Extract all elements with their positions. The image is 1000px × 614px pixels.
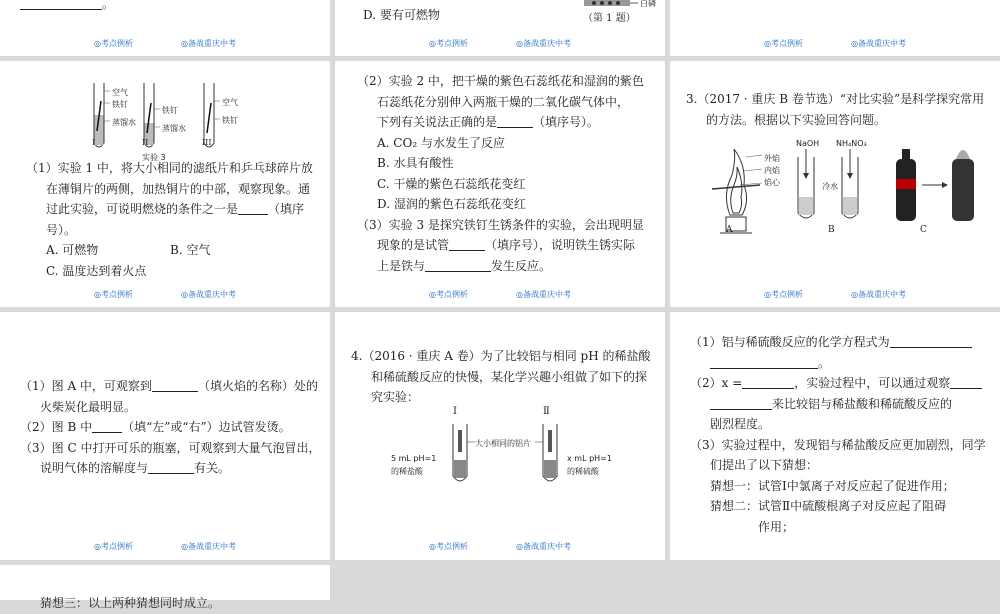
answer-blank[interactable] bbox=[497, 114, 533, 128]
tube-label-2: II bbox=[142, 138, 149, 147]
naoh-label: NaOH bbox=[796, 139, 820, 148]
question-2-line-1-end: ，实验过程中，可以通过观察 bbox=[794, 376, 951, 390]
question-3-line-2-end: （填序号），说明铁生锈实际 bbox=[485, 238, 636, 252]
footer-link-analysis[interactable]: ◎考点例析 bbox=[429, 542, 468, 551]
aluminum-experiment-figure bbox=[445, 420, 565, 490]
option-d: D. 要有可燃物 bbox=[363, 8, 440, 22]
label-nail-2: 铁钉 bbox=[162, 106, 178, 115]
slide-footer bbox=[0, 289, 330, 300]
option-c: C. 干燥的紫色石蕊纸花变红 bbox=[377, 176, 526, 191]
hypothesis-3: 猜想三：以上两种猜想同时成立。 bbox=[40, 596, 221, 610]
answer-blank[interactable] bbox=[238, 201, 268, 215]
footer-link-exam[interactable]: ◎备战重庆中考 bbox=[181, 39, 236, 48]
question-2-line-1: （2）x = bbox=[690, 376, 743, 390]
slide-footer bbox=[670, 289, 1000, 300]
question-1-line-4: 号）。 bbox=[46, 222, 77, 237]
slide-1[interactable] bbox=[0, 0, 330, 56]
question-3-line-3-end: 发生反应。 bbox=[491, 258, 552, 273]
option-d: D. 湿润的紫色石蕊纸花变红 bbox=[377, 197, 526, 211]
question-2-line-3: 剧烈程度。 bbox=[710, 417, 771, 431]
slide-10[interactable] bbox=[0, 565, 330, 610]
slide-9[interactable] bbox=[670, 312, 1000, 560]
question-4-stem-line-2: 和稀硫酸反应的快慢，某化学兴趣小组做了如下的探 bbox=[371, 369, 648, 384]
tube-label-1: I bbox=[92, 138, 96, 147]
answer-blank[interactable] bbox=[710, 355, 818, 369]
question-1-line-2: 火柴炭化最明显。 bbox=[40, 399, 137, 414]
slide-footer bbox=[0, 541, 330, 552]
question-1-line-1: （1）实验 1 中，将大小相同的滤纸片和乒乓球碎片放 bbox=[26, 161, 313, 175]
left-volume-label: 5 mL pH=1 bbox=[391, 454, 437, 463]
slide-1-text: 。 bbox=[102, 0, 115, 11]
right-acid-label: 的稀硫酸 bbox=[567, 467, 599, 476]
flame-label-inner: 内焰 bbox=[764, 166, 780, 175]
question-3-line-3: 上是铁与 bbox=[377, 258, 426, 273]
slide-8[interactable] bbox=[335, 312, 665, 560]
footer-link-exam[interactable]: ◎备战重庆中考 bbox=[516, 542, 571, 551]
footer-link-exam[interactable]: ◎备战重庆中考 bbox=[181, 290, 236, 299]
answer-blank[interactable] bbox=[92, 419, 122, 433]
footer-link-exam[interactable]: ◎备战重庆中考 bbox=[851, 290, 906, 299]
slide-footer bbox=[335, 38, 665, 49]
question-1-line-3: 过此实验，可说明燃烧的条件之一是 bbox=[46, 202, 239, 216]
nh4no3-label: NH₄NO₃ bbox=[836, 139, 867, 148]
question-3-line-2: 现象的是试管 bbox=[377, 238, 450, 252]
option-a: A. 可燃物 bbox=[46, 243, 99, 257]
slide-5[interactable] bbox=[335, 61, 665, 307]
right-volume-label: x mL pH=1 bbox=[567, 454, 612, 463]
question-3-line-2: 说明气体的溶解度与 bbox=[40, 461, 149, 475]
tube-label-1: Ⅰ bbox=[453, 406, 457, 417]
slide-7[interactable] bbox=[0, 312, 330, 560]
question-3-line-1: （3）图 C 中打开可乐的瓶塞，可观察到大量气泡冒出， bbox=[20, 440, 321, 455]
question-2-line-2: 石蕊纸花分别伸入两瓶干燥的二氧化碳气体中， bbox=[377, 94, 630, 109]
footer-link-analysis[interactable]: ◎考点例析 bbox=[764, 290, 803, 299]
slide-footer bbox=[335, 541, 665, 552]
question-1-line-1: （1）图 A 中，可观察到 bbox=[20, 379, 152, 393]
hypothesis-1: 猜想一：试管Ⅰ中氯离子对反应起了促进作用； bbox=[710, 478, 955, 493]
footer-link-analysis[interactable]: ◎考点例析 bbox=[429, 290, 468, 299]
question-3-line-1: （3）实验 3 是探究铁钉生锈条件的实验，会出现明显 bbox=[357, 217, 644, 232]
left-acid-label: 的稀盐酸 bbox=[391, 467, 423, 476]
figure-label-b: B bbox=[828, 225, 835, 235]
label-nail-3: 铁钉 bbox=[222, 116, 238, 125]
figure-label-c: C bbox=[920, 225, 927, 235]
experiment-figures bbox=[706, 145, 996, 245]
footer-link-analysis[interactable]: ◎考点例析 bbox=[764, 39, 803, 48]
answer-blank[interactable] bbox=[742, 375, 794, 389]
option-c: C. 温度达到着火点 bbox=[46, 263, 147, 278]
question-2-line-1: （2）实验 2 中，把干燥的紫色石蕊纸花和湿润的紫色 bbox=[357, 74, 644, 88]
footer-link-exam[interactable]: ◎备战重庆中考 bbox=[181, 542, 236, 551]
figure-label-a: A bbox=[726, 225, 733, 235]
label-air-3: 空气 bbox=[222, 98, 238, 107]
answer-blank[interactable] bbox=[449, 237, 485, 251]
option-a: A. CO₂ 与水发生了反应 bbox=[377, 135, 505, 150]
tube-label-2: Ⅱ bbox=[543, 406, 550, 417]
question-3-stem-line-2: 的方法。根据以下实验回答问题。 bbox=[706, 112, 887, 127]
question-2-line-1-end: （填“左”或“右”）边试管发烫。 bbox=[122, 420, 291, 434]
slide-3[interactable] bbox=[670, 0, 1000, 56]
answer-blank[interactable] bbox=[950, 375, 982, 389]
question-1-line-3-end: （填序 bbox=[268, 202, 305, 216]
slide-footer bbox=[335, 289, 665, 300]
footer-link-exam[interactable]: ◎备战重庆中考 bbox=[851, 39, 906, 48]
question-1-line-1: （1）铝与稀硫酸反应的化学方程式为 bbox=[690, 335, 890, 349]
question-4-stem-line-1: 4.（2016 · 重庆 A 卷）为了比较铝与相同 pH 的稀盐酸 bbox=[351, 349, 651, 363]
figure-caption: 实验 3 bbox=[142, 153, 166, 162]
footer-link-analysis[interactable]: ◎考点例析 bbox=[94, 290, 133, 299]
hypothesis-2-end: 作用； bbox=[758, 519, 795, 534]
slide-footer bbox=[0, 38, 330, 49]
hypothesis-2: 猜想二：试管Ⅱ中硫酸根离子对反应起了阻碍 bbox=[710, 499, 947, 513]
option-b: B. 水具有酸性 bbox=[377, 156, 454, 170]
aluminum-sheet-label: 大小相同的铝片 bbox=[475, 439, 531, 448]
question-2-line-1: （2）图 B 中 bbox=[20, 420, 93, 434]
answer-blank[interactable] bbox=[148, 460, 194, 474]
answer-blank[interactable] bbox=[710, 396, 772, 410]
question-3-stem-line-1: 3.（2017 · 重庆 B 卷节选）“对比实验”是科学探究常用 bbox=[686, 92, 985, 106]
option-b: B. 空气 bbox=[170, 243, 211, 257]
figure-caption: （第 1 题） bbox=[583, 13, 636, 24]
slide-2[interactable] bbox=[335, 0, 665, 56]
label-water-1: 蒸馏水 bbox=[112, 118, 136, 127]
footer-link-analysis[interactable]: ◎考点例析 bbox=[94, 542, 133, 551]
cold-water-label: 冷水 bbox=[822, 182, 838, 191]
slide-6[interactable] bbox=[670, 61, 1000, 307]
answer-blank[interactable] bbox=[425, 258, 491, 272]
label-water-2: 蒸馏水 bbox=[162, 124, 186, 133]
question-3-line-2: 们提出了以下猜想： bbox=[710, 458, 819, 472]
slide-4[interactable] bbox=[0, 61, 330, 307]
question-1-line-2: 。 bbox=[818, 355, 831, 370]
footer-link-exam[interactable]: ◎备战重庆中考 bbox=[516, 39, 571, 48]
label-air-1: 空气 bbox=[112, 88, 128, 97]
question-2-line-2-end: 来比较铝与稀盐酸和稀硫酸反应的 bbox=[772, 396, 953, 411]
footer-link-analysis[interactable]: ◎考点例析 bbox=[429, 39, 468, 48]
question-3-line-1: （3）实验过程中，发现铝与稀盐酸反应更加剧烈，同学 bbox=[690, 437, 986, 452]
flame-label-outer: 外焰 bbox=[764, 154, 780, 163]
footer-link-analysis[interactable]: ◎考点例析 bbox=[94, 39, 133, 48]
white-phosphorus-label: 白磷 bbox=[640, 0, 656, 8]
label-nail-1: 铁钉 bbox=[112, 100, 128, 109]
question-1-line-2: 在薄铜片的两侧，加热铜片的中部，观察现象。通 bbox=[46, 181, 311, 196]
slide-footer bbox=[670, 38, 1000, 49]
question-4-stem-line-3: 究实验： bbox=[371, 390, 420, 404]
answer-blank[interactable] bbox=[890, 334, 972, 348]
answer-blank[interactable] bbox=[152, 378, 198, 392]
question-2-line-3-end: （填序号）。 bbox=[533, 115, 600, 129]
question-1-line-1-end: （填火焰的名称）处的 bbox=[197, 379, 318, 393]
tube-label-3: III bbox=[202, 138, 212, 147]
footer-link-exam[interactable]: ◎备战重庆中考 bbox=[516, 290, 571, 299]
question-2-line-3: 下列有关说法正确的是 bbox=[377, 115, 498, 129]
question-3-line-2-end: 有关。 bbox=[194, 461, 231, 475]
flame-label-core: 焰心 bbox=[764, 178, 780, 187]
